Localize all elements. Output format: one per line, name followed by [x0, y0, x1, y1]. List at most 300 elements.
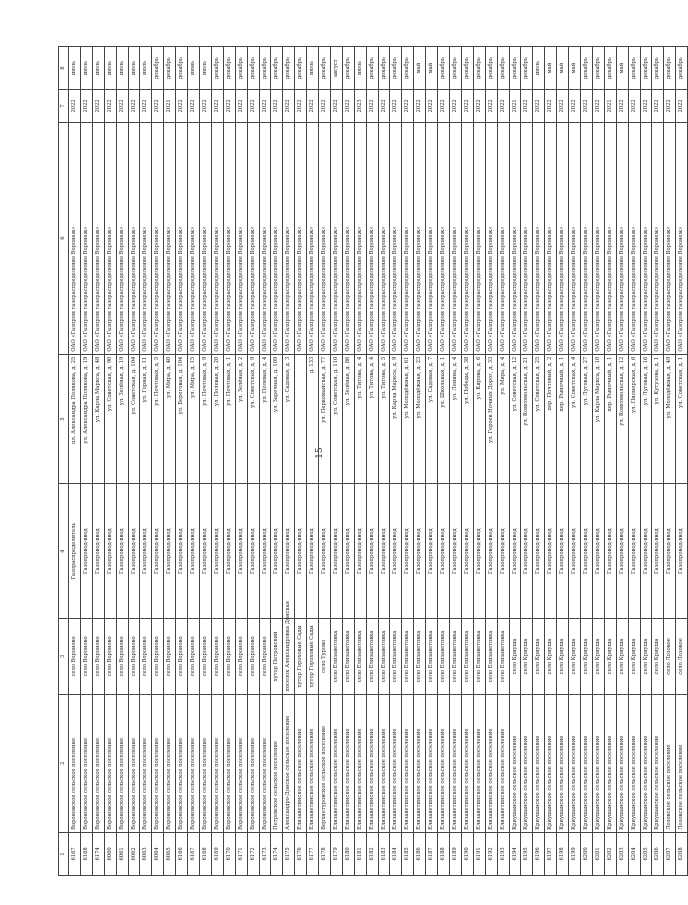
- locality-cell: село Вороново: [235, 619, 247, 695]
- object-type-cell: Газопровод-ввод: [569, 484, 581, 619]
- month-cell: май: [557, 47, 569, 90]
- column-number-header: 3: [59, 619, 69, 695]
- row-number-cell: 6178: [319, 832, 331, 875]
- object-type-cell: Газопровод-ввод: [104, 484, 116, 619]
- locality-cell: село Вороново: [69, 619, 81, 695]
- object-type-cell: Газопровод-ввод: [497, 484, 509, 619]
- row-number-cell: 6167: [188, 832, 200, 875]
- table-row: [295, 47, 307, 876]
- year-cell: 2022: [199, 90, 211, 122]
- address-cell: ул. Советская, д. 1: [676, 354, 688, 484]
- table-row: [211, 47, 223, 876]
- settlement-cell: Елизаветинское сельское поселение: [354, 694, 366, 832]
- month-cell: июнь: [188, 47, 200, 90]
- object-type-cell: Газораспределитель: [69, 484, 81, 619]
- settlement-cell: Вороновское сельское поселение: [140, 694, 152, 832]
- year-cell: 2022: [545, 90, 557, 122]
- column-number-header: 2: [59, 694, 69, 832]
- row-number-cell: 6168: [199, 832, 211, 875]
- month-cell: июль: [307, 47, 319, 90]
- row-number-cell: 6168: [80, 832, 92, 875]
- object-type-cell: Газопровод-ввод: [676, 484, 688, 619]
- settlement-cell: Елизаветинское сельское поселение: [473, 694, 485, 832]
- table-row: [366, 47, 378, 876]
- operator-cell: ОАО «Газпром газораспределение Воронеж»: [92, 122, 104, 354]
- month-cell: июль: [69, 47, 81, 90]
- table-row: [199, 47, 211, 876]
- settlement-cell: Криушанское сельское поселение: [592, 694, 604, 832]
- table-row: [116, 47, 128, 876]
- table-row: [247, 47, 259, 876]
- column-number-header: 5: [59, 354, 69, 484]
- operator-cell: ОАО «Газпром газораспределение Воронеж»: [390, 122, 402, 354]
- operator-cell: ОАО «Газпром газораспределение Воронеж»: [450, 122, 462, 354]
- month-cell: июль: [140, 47, 152, 90]
- year-cell: 2022: [426, 90, 438, 122]
- object-type-cell: Газопровод-ввод: [533, 484, 545, 619]
- month-cell: декабрь: [235, 47, 247, 90]
- year-cell: 2022: [390, 90, 402, 122]
- operator-cell: ОАО «Газпром газораспределение Воронеж»: [235, 122, 247, 354]
- row-number-cell: 6192: [485, 832, 497, 875]
- month-cell: декабрь: [438, 47, 450, 90]
- address-cell: ул. Береговая, д. 104: [176, 354, 188, 484]
- settlement-cell: Лозовское сельское поселение: [664, 694, 676, 832]
- year-cell: 2022: [176, 90, 188, 122]
- month-cell: декабрь: [152, 47, 164, 90]
- operator-cell: ОАО «Газпром газораспределение Воронеж»: [521, 122, 533, 354]
- year-cell: 2022: [330, 90, 342, 122]
- settlement-cell: Елизаветинское сельское поселение: [485, 694, 497, 832]
- year-cell: 2022: [104, 90, 116, 122]
- address-cell: пл. Александра Полякова, д. 25: [69, 354, 81, 484]
- address-cell: ул. Молодёжная, д. 61: [402, 354, 414, 484]
- locality-cell: село Криуша: [628, 619, 640, 695]
- row-number-cell: 6060: [104, 832, 116, 875]
- settlement-cell: Елизаветинское сельское поселение: [366, 694, 378, 832]
- settlement-cell: Вороновское сельское поселение: [235, 694, 247, 832]
- year-cell: 2022: [92, 90, 104, 122]
- table-row: [414, 47, 426, 876]
- year-cell: 2022: [80, 90, 92, 122]
- address-cell: ул. Мира, д. 4: [497, 354, 509, 484]
- table-row: [533, 47, 545, 876]
- object-type-cell: Газопровод-ввод: [616, 484, 628, 619]
- address-cell: ул. Советская, д. 4: [569, 354, 581, 484]
- object-type-cell: Газопровод-ввод: [116, 484, 128, 619]
- year-cell: 2022: [69, 90, 81, 122]
- operator-cell: ОАО «Газпром газораспределение Воронеж»: [664, 122, 676, 354]
- row-number-cell: 6181: [354, 832, 366, 875]
- object-type-cell: Газопровод-ввод: [235, 484, 247, 619]
- locality-cell: село Елизаветовка: [354, 619, 366, 695]
- address-cell: ул. Советская, д. 9: [247, 354, 259, 484]
- address-cell: ул. Почтовая, д. 9: [199, 354, 211, 484]
- operator-cell: ОАО «Газпром газораспределение Воронеж»: [485, 122, 497, 354]
- year-cell: 2022: [533, 90, 545, 122]
- table-row: [342, 47, 354, 876]
- year-cell: 2022: [319, 90, 331, 122]
- month-cell: июль: [128, 47, 140, 90]
- object-type-cell: Газопровод-ввод: [604, 484, 616, 619]
- operator-cell: ОАО «Газпром газораспределение Воронеж»: [509, 122, 521, 354]
- month-cell: декабрь: [223, 47, 235, 90]
- object-type-cell: Газопровод-ввод: [473, 484, 485, 619]
- table-row: [545, 47, 557, 876]
- settlement-cell: Вороновское сельское поселение: [199, 694, 211, 832]
- settlement-cell: Вороновское сельское поселение: [104, 694, 116, 832]
- row-number-cell: 6179: [330, 832, 342, 875]
- rotated-table-container: [58, 46, 685, 876]
- table-row: [164, 47, 176, 876]
- address-cell: пер. Рыночный, д. 1: [557, 354, 569, 484]
- table-row: [390, 47, 402, 876]
- month-cell: декабрь: [378, 47, 390, 90]
- locality-cell: село Елизаветовка: [426, 619, 438, 695]
- object-type-cell: Газопровод-ввод: [450, 484, 462, 619]
- operator-cell: ОАО «Газпром газораспределение Воронеж»: [104, 122, 116, 354]
- settlement-cell: Вороновское сельское поселение: [116, 694, 128, 832]
- settlement-cell: Елизаветинское сельское поселение: [330, 694, 342, 832]
- table-row: [676, 47, 688, 876]
- row-number-cell: 6198: [557, 832, 569, 875]
- object-type-cell: Газопровод-ввод: [211, 484, 223, 619]
- row-number-cell: 6185: [402, 832, 414, 875]
- year-cell: 2022: [283, 90, 295, 122]
- address-cell: д. 133: [307, 354, 319, 484]
- locality-cell: село Елизаветовка: [366, 619, 378, 695]
- row-number-cell: 6197: [545, 832, 557, 875]
- year-cell: 2022: [473, 90, 485, 122]
- operator-cell: ОАО «Газпром газораспределение Воронеж»: [223, 122, 235, 354]
- column-number-header: 6: [59, 122, 69, 354]
- year-cell: 2022: [569, 90, 581, 122]
- table-row: [521, 47, 533, 876]
- settlement-cell: Елизаветинское сельское поселение: [402, 694, 414, 832]
- locality-cell: село Вороново: [259, 619, 271, 695]
- settlement-cell: Криушанское сельское поселение: [580, 694, 592, 832]
- locality-cell: село Лозовое: [664, 619, 676, 695]
- object-type-cell: Газопровод-ввод: [295, 484, 307, 619]
- settlement-cell: Вороновское сельское поселение: [223, 694, 235, 832]
- year-cell: 2021: [604, 90, 616, 122]
- address-cell: ул. Зелёная, д. 86: [342, 354, 354, 484]
- locality-cell: село Елизаветовка: [378, 619, 390, 695]
- year-cell: 2022: [307, 90, 319, 122]
- row-number-cell: 6208: [676, 832, 688, 875]
- object-type-cell: Газопровод-ввод: [402, 484, 414, 619]
- month-cell: декабрь: [497, 47, 509, 90]
- settlement-cell: Криушанское сельское поселение: [604, 694, 616, 832]
- row-number-cell: 6169: [211, 832, 223, 875]
- address-cell: ул. Почтовая, д. 1: [223, 354, 235, 484]
- object-type-cell: Газопровод-ввод: [485, 484, 497, 619]
- object-type-cell: Газопровод-ввод: [664, 484, 676, 619]
- table-row: [485, 47, 497, 876]
- row-number-cell: 6177: [307, 832, 319, 875]
- object-type-cell: Газопровод-ввод: [461, 484, 473, 619]
- address-cell: ул. Советская, д. 104: [128, 354, 140, 484]
- table-row: [140, 47, 152, 876]
- object-type-cell: Газопровод-ввод: [92, 484, 104, 619]
- settlement-cell: Вороновское сельское поселение: [128, 694, 140, 832]
- locality-cell: село Вороново: [199, 619, 211, 695]
- table-row: [235, 47, 247, 876]
- operator-cell: ОАО «Газпром газораспределение Воронеж»: [640, 122, 652, 354]
- year-cell: 2022: [616, 90, 628, 122]
- month-cell: декабрь: [509, 47, 521, 90]
- table-row: [283, 47, 295, 876]
- settlement-cell: Елизаветинское сельское поселение: [342, 694, 354, 832]
- operator-cell: ОАО «Газпром газораспределение Воронеж»: [652, 122, 664, 354]
- operator-cell: ОАО «Газпром газораспределение Воронеж»: [307, 122, 319, 354]
- object-type-cell: Газопровод-ввод: [557, 484, 569, 619]
- table-row: [461, 47, 473, 876]
- settlement-cell: Криушанское сельское поселение: [616, 694, 628, 832]
- row-number-cell: 6207: [664, 832, 676, 875]
- settlement-cell: Вороновское сельское поселение: [164, 694, 176, 832]
- row-number-cell: 6061: [116, 832, 128, 875]
- address-cell: ул. Советская, д. 12: [509, 354, 521, 484]
- year-cell: 2022: [438, 90, 450, 122]
- table-row: [450, 47, 462, 876]
- object-type-cell: Газопровод-ввод: [283, 484, 295, 619]
- row-number-cell: 6190: [461, 832, 473, 875]
- address-cell: ул. Героев Ночных Дорог, д. 33: [485, 354, 497, 484]
- locality-cell: село Елизаветовка: [390, 619, 402, 695]
- address-cell: ул. Кирова, д. 6: [473, 354, 485, 484]
- locality-cell: село Вороново: [140, 619, 152, 695]
- address-cell: ул. Карла Маркса, д. 9: [390, 354, 402, 484]
- operator-cell: ОАО «Газпром газораспределение Воронеж»: [592, 122, 604, 354]
- month-cell: декабрь: [283, 47, 295, 90]
- column-number-header: 4: [59, 484, 69, 619]
- month-cell: май: [569, 47, 581, 90]
- object-type-cell: Газопровод-ввод: [378, 484, 390, 619]
- month-cell: июль: [354, 47, 366, 90]
- month-cell: май: [616, 47, 628, 90]
- table-row: [271, 47, 283, 876]
- month-cell: июль: [199, 47, 211, 90]
- settlement-cell: Петровское сельское поселение: [271, 694, 283, 832]
- settlement-cell: Елизаветинское сельское поселение: [414, 694, 426, 832]
- year-cell: 2022: [628, 90, 640, 122]
- settlement-cell: Вороновское сельское поселение: [211, 694, 223, 832]
- object-type-cell: Газопровод-ввод: [128, 484, 140, 619]
- row-number-cell: 6191: [473, 832, 485, 875]
- address-cell: ул. Комсомольская, д. 21: [521, 354, 533, 484]
- operator-cell: ОАО «Газпром газораспределение Воронеж»: [211, 122, 223, 354]
- locality-cell: село Криуша: [545, 619, 557, 695]
- object-type-cell: Газопровод-ввод: [259, 484, 271, 619]
- year-cell: 2022: [485, 90, 497, 122]
- year-cell: 2022: [188, 90, 200, 122]
- address-cell: ул. Советская, д. 90: [104, 354, 116, 484]
- year-cell: 2021: [164, 90, 176, 122]
- operator-cell: ОАО «Газпром газораспределение Воронеж»: [247, 122, 259, 354]
- year-cell: 2023: [354, 90, 366, 122]
- year-cell: 2022: [497, 90, 509, 122]
- month-cell: декабрь: [247, 47, 259, 90]
- row-number-cell: 6187: [426, 832, 438, 875]
- table-row: [497, 47, 509, 876]
- gasification-schedule-table: [58, 46, 688, 876]
- row-number-cell: 6203: [616, 832, 628, 875]
- row-number-cell: 6182: [366, 832, 378, 875]
- locality-cell: село Криуша: [604, 619, 616, 695]
- year-cell: 2022: [223, 90, 235, 122]
- operator-cell: ОАО «Газпром газораспределение Воронеж»: [319, 122, 331, 354]
- settlement-cell: Елизаветинское сельское поселение: [438, 694, 450, 832]
- month-cell: август: [330, 47, 342, 90]
- year-cell: 2022: [580, 90, 592, 122]
- row-number-cell: 6196: [533, 832, 545, 875]
- address-cell: ул. Титова, д. 4: [366, 354, 378, 484]
- table-row: [330, 47, 342, 876]
- settlement-cell: Криушанское сельское поселение: [545, 694, 557, 832]
- settlement-cell: Вороновское сельское поселение: [176, 694, 188, 832]
- row-number-cell: 6180: [342, 832, 354, 875]
- month-cell: июль: [533, 47, 545, 90]
- settlement-cell: Верхнетуровское сельское поселение: [319, 694, 331, 832]
- locality-cell: село Елизаветовка: [414, 619, 426, 695]
- table-row: [438, 47, 450, 876]
- table-row: [426, 47, 438, 876]
- month-cell: июль: [104, 47, 116, 90]
- year-cell: 2022: [521, 90, 533, 122]
- operator-cell: ОАО «Газпром газораспределение Воронеж»: [366, 122, 378, 354]
- month-cell: декабрь: [664, 47, 676, 90]
- year-cell: 2022: [271, 90, 283, 122]
- object-type-cell: Газопровод-ввод: [164, 484, 176, 619]
- row-number-cell: 6200: [580, 832, 592, 875]
- page-number: 15: [315, 447, 325, 459]
- year-cell: 2022: [652, 90, 664, 122]
- year-cell: 2022: [450, 90, 462, 122]
- year-cell: 2022: [235, 90, 247, 122]
- locality-cell: село Вороново: [104, 619, 116, 695]
- month-cell: декабрь: [521, 47, 533, 90]
- object-type-cell: Газопровод-ввод: [271, 484, 283, 619]
- locality-cell: село Елизаветовка: [342, 619, 354, 695]
- locality-cell: поселок Александровка Донская: [283, 619, 295, 695]
- row-number-cell: 6183: [378, 832, 390, 875]
- table-row: [402, 47, 414, 876]
- object-type-cell: Газопровод-ввод: [426, 484, 438, 619]
- object-type-cell: Газопровод-ввод: [414, 484, 426, 619]
- year-cell: 2022: [592, 90, 604, 122]
- object-type-cell: Газопровод-ввод: [140, 484, 152, 619]
- month-cell: декабрь: [592, 47, 604, 90]
- locality-cell: село Елизаветовка: [461, 619, 473, 695]
- month-cell: декабрь: [402, 47, 414, 90]
- locality-cell: село Вороново: [188, 619, 200, 695]
- row-number-cell: 6201: [592, 832, 604, 875]
- address-cell: ул. Садовая, д. 7: [426, 354, 438, 484]
- table-row: [592, 47, 604, 876]
- operator-cell: ОАО «Газпром газораспределение Воронеж»: [164, 122, 176, 354]
- table-row: [652, 47, 664, 876]
- year-cell: 2022: [676, 90, 688, 122]
- settlement-cell: Криушанское сельское поселение: [521, 694, 533, 832]
- address-cell: ул. Ленина, д. 4: [450, 354, 462, 484]
- month-cell: май: [414, 47, 426, 90]
- table-row: [580, 47, 592, 876]
- locality-cell: село Вороново: [92, 619, 104, 695]
- row-number-cell: 6065: [164, 832, 176, 875]
- address-cell: ул. Кутузова, д. 1: [652, 354, 664, 484]
- settlement-cell: Вороновское сельское поселение: [152, 694, 164, 832]
- address-cell: ул. Горная, д. 11: [140, 354, 152, 484]
- month-cell: декабрь: [390, 47, 402, 90]
- table-row: [640, 47, 652, 876]
- month-cell: декабрь: [676, 47, 688, 90]
- settlement-cell: Криушанское сельское поселение: [509, 694, 521, 832]
- object-type-cell: Газопровод-ввод: [640, 484, 652, 619]
- settlement-cell: Лозовское сельское поселение: [676, 694, 688, 832]
- month-cell: декабрь: [366, 47, 378, 90]
- year-cell: 2022: [140, 90, 152, 122]
- locality-cell: хутор Петровский: [271, 619, 283, 695]
- column-number-header: 8: [59, 47, 69, 90]
- operator-cell: ОАО «Газпром газораспределение Воронеж»: [402, 122, 414, 354]
- table-row: [664, 47, 676, 876]
- month-cell: июль: [92, 47, 104, 90]
- object-type-cell: Газопровод-ввод: [438, 484, 450, 619]
- object-type-cell: Газопровод-ввод: [152, 484, 164, 619]
- year-cell: 2022: [414, 90, 426, 122]
- table-row: [188, 47, 200, 876]
- address-cell: ул. Полевая, д. 20: [211, 354, 223, 484]
- table-row: [319, 47, 331, 876]
- table-row: [104, 47, 116, 876]
- table-row: [509, 47, 521, 876]
- locality-cell: село Вороново: [152, 619, 164, 695]
- month-cell: декабрь: [164, 47, 176, 90]
- settlement-cell: Криушанское сельское поселение: [640, 694, 652, 832]
- locality-cell: село Елизаветовка: [450, 619, 462, 695]
- operator-cell: ОАО «Газпром газораспределение Воронеж»: [557, 122, 569, 354]
- row-number-cell: 6188: [438, 832, 450, 875]
- address-cell: ул. Почтовая, д. 5: [152, 354, 164, 484]
- row-number-cell: 6173: [259, 832, 271, 875]
- row-number-cell: 6206: [652, 832, 664, 875]
- operator-cell: ОАО «Газпром газораспределение Воронеж»: [330, 122, 342, 354]
- object-type-cell: Газопровод-ввод: [199, 484, 211, 619]
- table-row: [628, 47, 640, 876]
- settlement-cell: Вороновское сельское поселение: [92, 694, 104, 832]
- month-cell: декабрь: [342, 47, 354, 90]
- locality-cell: село Турово: [319, 619, 331, 695]
- month-cell: июль: [116, 47, 128, 90]
- address-cell: ул. Луговая, д. 27: [580, 354, 592, 484]
- address-cell: ул. Садовая, д. 3: [283, 354, 295, 484]
- table-row: [259, 47, 271, 876]
- operator-cell: ОАО «Газпром газораспределение Воронеж»: [676, 122, 688, 354]
- settlement-cell: Елизаветинское сельское поселение: [378, 694, 390, 832]
- operator-cell: ОАО «Газпром газораспределение Воронеж»: [545, 122, 557, 354]
- month-cell: декабрь: [211, 47, 223, 90]
- operator-cell: ОАО «Газпром газораспределение Воронеж»: [69, 122, 81, 354]
- row-number-cell: 6195: [521, 832, 533, 875]
- locality-cell: село Вороново: [80, 619, 92, 695]
- object-type-cell: Газопровод-ввод: [509, 484, 521, 619]
- table-row: [616, 47, 628, 876]
- month-cell: декабрь: [461, 47, 473, 90]
- row-number-cell: 6205: [640, 832, 652, 875]
- object-type-cell: Газопровод-ввод: [223, 484, 235, 619]
- operator-cell: ОАО «Газпром газораспределение Воронеж»: [354, 122, 366, 354]
